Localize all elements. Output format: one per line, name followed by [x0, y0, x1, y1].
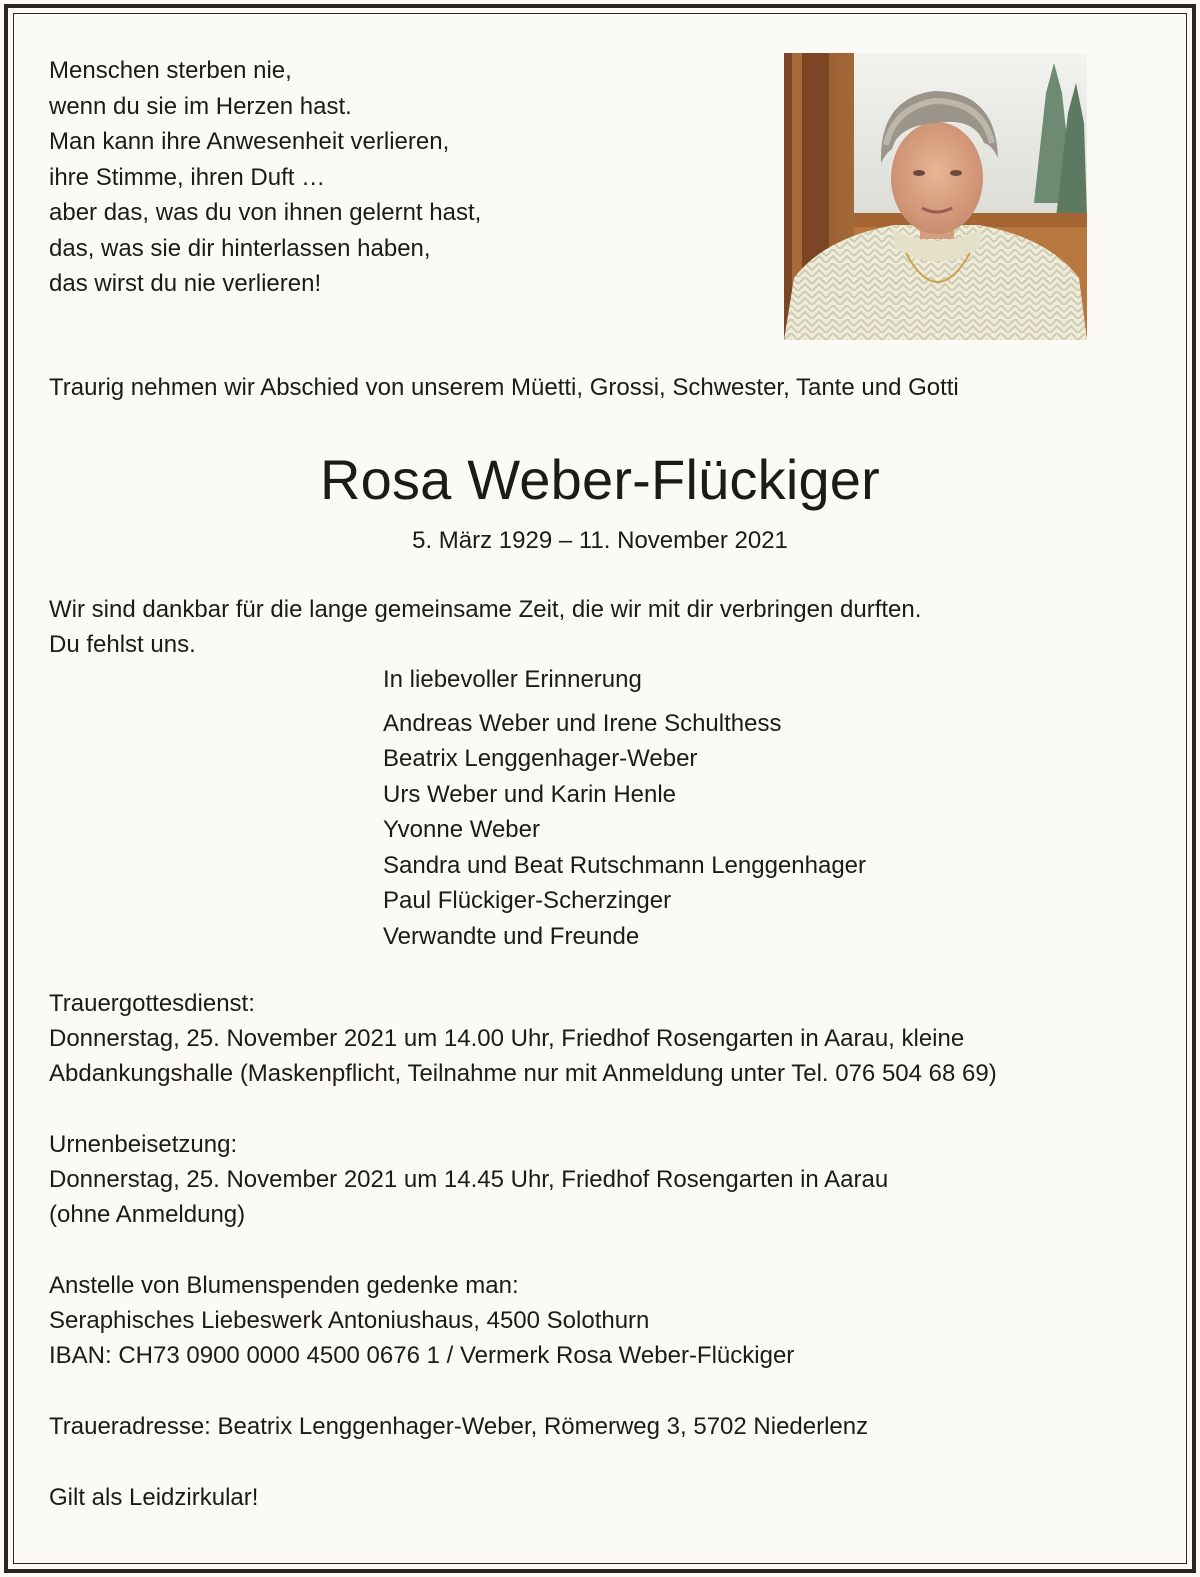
poem-line: ihre Stimme, ihren Duft …: [49, 163, 326, 191]
donation-info: [49, 1268, 794, 1373]
donation-heading: Anstelle von Blumenspenden gedenke man:: [49, 1272, 519, 1299]
service-heading: Trauergottesdienst:: [49, 990, 255, 1017]
mourner-name: Paul Flückiger-Scherzinger: [383, 887, 672, 914]
urn-burial: [49, 1127, 888, 1232]
gratitude-text: [49, 592, 921, 662]
mourners-heading: In liebevoller Erinnerung: [383, 666, 642, 693]
funeral-service: [49, 986, 997, 1091]
service-line: Abdankungshalle (Maskenpflicht, Teilnahme nur mit Anmeldung unter Tel. 076 504 68 69): [49, 1060, 997, 1087]
portrait-illustration: [784, 53, 1087, 340]
portrait-photo: [784, 53, 1087, 340]
burial-line: Donnerstag, 25. November 2021 um 14.45 Uhr, Friedhof Rosengarten in Aarau: [49, 1166, 889, 1193]
gratitude-line: Du fehlst uns.: [49, 631, 196, 658]
burial-line: (ohne Anmeldung): [49, 1201, 246, 1228]
service-line: Donnerstag, 25. November 2021 um 14.00 Uhr, Friedhof Rosengarten in Aarau, kleine: [49, 1025, 965, 1052]
poem-line: Menschen sterben nie,: [49, 57, 292, 84]
poem: [49, 53, 481, 302]
closing-note: Gilt als Leidzirkular!: [49, 1484, 259, 1511]
poem-line: wenn du sie im Herzen hast.: [49, 92, 352, 120]
poem-line: Man kann ihre Anwesenheit verlieren,: [49, 128, 450, 155]
mourner-name: Sandra und Beat Rutschmann Lenggenhager: [383, 851, 867, 879]
mourner-name: Urs Weber und Karin Henle: [383, 780, 677, 808]
burial-heading: Urnenbeisetzung:: [49, 1131, 238, 1158]
mourner-name: Andreas Weber und Irene Schulthess: [383, 709, 782, 737]
gratitude-line: Wir sind dankbar für die lange gemeinsame Zeit, die wir mit dir verbringen durften.: [49, 596, 922, 623]
farewell-intro: Traurig nehmen wir Abschied von unserem Müetti, Grossi, Schwester, Tante und Gotti: [49, 374, 959, 401]
donation-line: Seraphisches Liebeswerk Antoniushaus, 4500 Solothurn: [49, 1307, 650, 1334]
mourner-name: Verwandte und Freunde: [383, 922, 640, 950]
mourner-name: Yvonne Weber: [383, 816, 540, 843]
mourner-name: Beatrix Lenggenhager-Weber: [383, 745, 698, 772]
iban-line: IBAN: CH73 0900 0000 4500 0676 1 / Vermerk Rosa Weber-Flückiger: [49, 1342, 795, 1369]
poem-line: das, was sie dir hinterlassen haben,: [49, 234, 431, 262]
mourners-list: [383, 662, 866, 954]
deceased-name: Rosa Weber-Flückiger: [319, 448, 881, 511]
poem-line: das wirst du nie verlieren!: [49, 270, 322, 297]
life-dates: 5. März 1929 – 11. November 2021: [412, 527, 788, 554]
mourning-address: Traueradresse: Beatrix Lenggenhager-Weber, Römerweg 3, 5702 Niederlenz: [49, 1413, 869, 1440]
poem-line: aber das, was du von ihnen gelernt hast,: [49, 199, 482, 226]
